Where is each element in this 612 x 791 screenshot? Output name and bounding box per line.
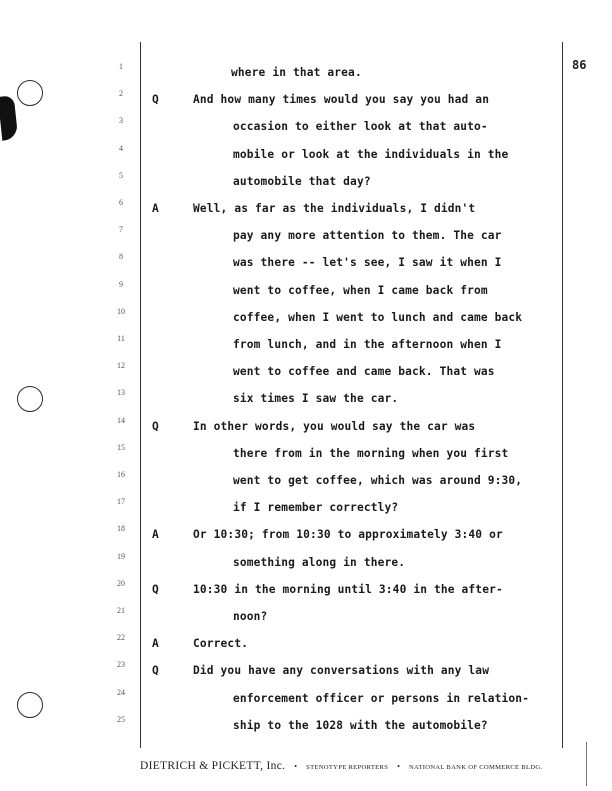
line-text: six times I saw the car. [233, 392, 399, 406]
line-number: 20 [117, 578, 125, 588]
transcript-line [0, 148, 612, 168]
page-footer [140, 756, 564, 774]
line-number: 14 [117, 415, 125, 425]
speaker-label: A [152, 528, 159, 542]
line-number: 25 [117, 714, 125, 724]
line-text: enforcement officer or persons in relation- [233, 691, 530, 705]
footer-reporters: STENOTYPE REPORTERS [306, 764, 389, 771]
transcript-line [0, 528, 612, 548]
speaker-label: Q [152, 419, 159, 433]
line-number: 7 [119, 225, 123, 235]
line-number: 6 [119, 198, 123, 207]
transcript-line [0, 66, 612, 86]
transcript-line [0, 284, 612, 304]
line-number: 5 [119, 170, 123, 180]
line-text: if I remember correctly? [233, 501, 399, 515]
line-text: noon? [233, 610, 268, 623]
speaker-label: A [152, 202, 159, 215]
line-number: 9 [119, 279, 123, 289]
line-text: Well, as far as the individuals, I didn't [193, 202, 476, 215]
line-text: occasion to either look at that auto- [233, 120, 488, 134]
line-text: Or 10:30; from 10:30 to approximately 3:40 or [193, 528, 503, 542]
transcript-line [0, 311, 612, 331]
line-number: 8 [119, 252, 123, 262]
transcript-line [0, 229, 612, 249]
line-text: where in that area. [231, 66, 362, 79]
line-text: went to coffee and came back. That was [233, 365, 495, 379]
line-text: automobile that day? [233, 174, 371, 188]
line-number: 24 [117, 687, 125, 697]
line-number: 23 [117, 660, 125, 670]
speaker-label: Q [152, 664, 159, 678]
transcript-line [0, 420, 612, 440]
line-text: coffee, when I went to lunch and came back [233, 310, 523, 324]
footer-address: NATIONAL BANK OF COMMERCE BLDG. [408, 764, 543, 771]
speaker-label: Q [152, 582, 159, 596]
line-text: something along in there. [233, 555, 406, 569]
line-text: 10:30 in the morning until 3:40 in the after- [193, 582, 503, 596]
line-number: 21 [117, 606, 125, 615]
line-number: 16 [117, 470, 125, 479]
line-number: 12 [117, 361, 125, 371]
transcript-line [0, 256, 612, 276]
transcript-line [0, 474, 612, 494]
line-number: 15 [117, 442, 125, 452]
line-number: 4 [119, 143, 123, 153]
transcript-line [0, 719, 612, 739]
speaker-label: A [152, 637, 159, 651]
line-text: went to coffee, when I came back from [233, 283, 488, 297]
line-text: And how many times would you say you had an [193, 93, 490, 107]
line-number: 3 [119, 116, 123, 126]
line-text: mobile or look at the individuals in the [233, 147, 509, 161]
line-number: 13 [117, 388, 125, 398]
transcript-line [0, 637, 612, 657]
line-number: 18 [117, 524, 125, 534]
line-text: pay any more attention to them. The car [233, 229, 502, 243]
transcript-line [0, 120, 612, 140]
line-number: 1 [119, 62, 123, 71]
transcript-line [0, 556, 612, 576]
line-text: Correct. [193, 637, 249, 651]
line-number: 19 [117, 551, 125, 561]
transcript-line [0, 447, 612, 467]
footer-bullet: • [294, 762, 298, 771]
line-number: 10 [117, 306, 125, 316]
footer-firm: DIETRICH & PICKETT, Inc. [140, 760, 286, 772]
speaker-label: Q [152, 93, 159, 107]
edge-mark [586, 742, 587, 786]
line-number: 22 [117, 633, 125, 643]
transcript-line [0, 392, 612, 412]
line-text: ship to the 1028 with the automobile? [233, 718, 488, 732]
transcript-line [0, 175, 612, 195]
line-text: there from in the morning when you first [233, 446, 509, 460]
transcript-line [0, 93, 612, 113]
line-number: 2 [119, 89, 123, 99]
line-text: In other words, you would say the car was [193, 419, 476, 433]
transcript-line [0, 583, 612, 603]
line-text: went to get coffee, which was around 9:30, [233, 474, 523, 487]
transcript-line [0, 664, 612, 684]
page-number: 86 [572, 58, 587, 72]
line-number: 11 [117, 334, 125, 343]
transcript-line [0, 338, 612, 358]
transcript-line [0, 692, 612, 712]
transcript-line [0, 365, 612, 385]
footer-bullet: • [397, 762, 400, 771]
line-text: from lunch, and in the afternoon when I [233, 338, 502, 351]
transcript-line [0, 610, 612, 630]
line-number: 17 [117, 497, 125, 507]
line-text: was there -- let's see, I saw it when I [233, 256, 502, 270]
line-text: Did you have any conversations with any law [193, 664, 490, 678]
transcript-line [0, 501, 612, 521]
transcript-line [0, 202, 612, 222]
